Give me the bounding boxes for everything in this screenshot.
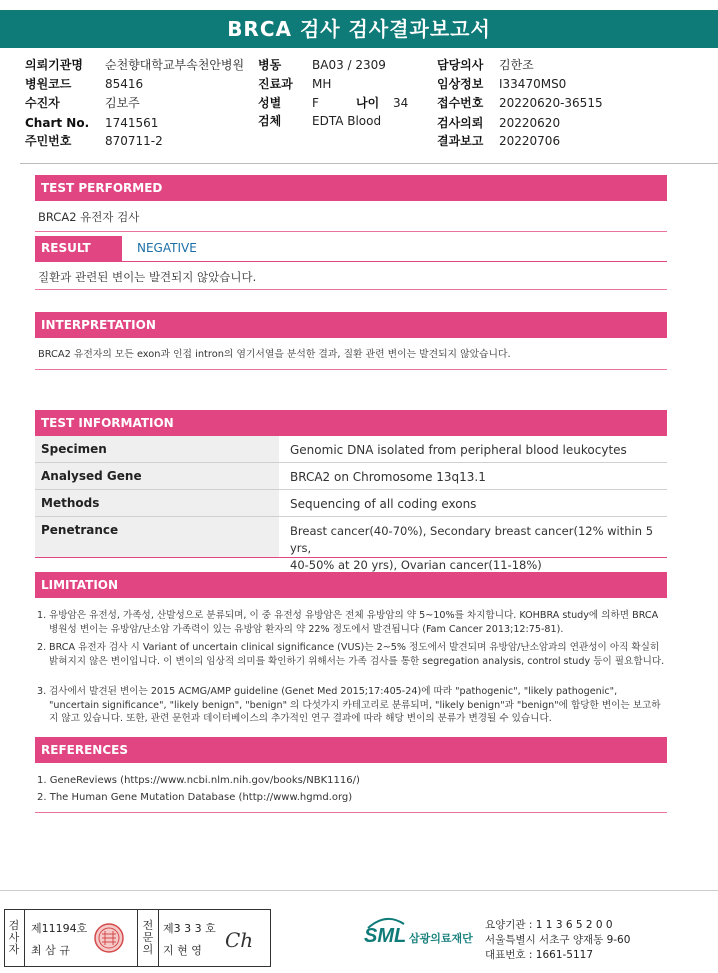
- header-divider: [20, 163, 718, 164]
- info-value-penetrance-line1: Breast cancer(40-70%), Secondary breast cancer(12% within 5 yrs,: [290, 524, 654, 555]
- limitation-item-3: [37, 685, 665, 726]
- value-ward: BA03 / 2309: [312, 58, 386, 72]
- specialist-license-no: 제3 3 3 호: [163, 922, 216, 935]
- value-hospital-code: 85416: [105, 77, 144, 91]
- label-department: 진료과: [258, 77, 293, 91]
- result-value: NEGATIVE: [137, 241, 197, 255]
- header-col3: [437, 56, 697, 156]
- specialist-label-char-3: 의: [142, 943, 154, 956]
- info-value-methods: Sequencing of all coding exons: [290, 497, 477, 511]
- info-row-methods: [35, 490, 667, 517]
- label-sex: 성별: [258, 96, 282, 110]
- value-department: MH: [312, 77, 332, 91]
- inspector-label-char-1: 검: [8, 919, 20, 932]
- label-hospital-code: 병원코드: [25, 77, 72, 91]
- label-specimen: 검체: [258, 114, 282, 128]
- label-chart-no: Chart No.: [25, 116, 90, 130]
- sml-logo-text: SML: [364, 925, 407, 947]
- info-value-specimen: Genomic DNA isolated from peripheral blood leukocytes: [290, 443, 627, 457]
- specialist-label: [141, 920, 155, 956]
- institution-code: 요양기관 : 1 1 3 6 5 2 0 0: [485, 919, 613, 931]
- seal-stamp-icon: [93, 922, 125, 954]
- handwritten-signature: Ch: [225, 928, 254, 952]
- info-key-analysed-gene: Analysed Gene: [35, 463, 279, 489]
- references-heading: REFERENCES: [35, 737, 667, 763]
- limitation-item-1-text: 유방암은 유전성, 가족성, 산발성으로 분류되며, 이 중 유전성 유방암은 전체 유방암의 약 5~10%를 차지합니다. KOHBRA study에 의하면 BRCA 병원성 변이는 유방암/난소암 가족력이 있는 유방암 환자의 약 22% 정도에서 발견됩니다 (Fam Cancer 2013;12:75-81).: [49, 610, 659, 635]
- info-row-analysed-gene: [35, 463, 667, 490]
- value-request-date: 20220620: [499, 116, 561, 130]
- signature-box: [4, 909, 271, 967]
- footer-divider: [0, 890, 718, 891]
- label-age: 나이: [356, 96, 380, 110]
- label-receipt-no: 접수번호: [437, 96, 484, 110]
- limitation-item-1-number: 1.: [37, 610, 47, 621]
- interpretation-text: BRCA2 유전자의 모든 exon과 인접 intron의 염기서열을 분석한 결과, 질환 관련 변이는 발견되지 않았습니다.: [38, 349, 511, 360]
- info-value-penetrance: [290, 523, 667, 574]
- signature-divider-3: [158, 910, 159, 966]
- org-name: 삼광의료재단: [409, 932, 473, 945]
- value-specimen: EDTA Blood: [312, 114, 382, 128]
- limitation-item-2-text: BRCA 유전자 검사 시 Variant of uncertain clinical significance (VUS)는 2~5% 정도에서 발견되며 유방암/난소암과의 연관성이 아직 확실히 밝혀지지 않은 변이입니다. 이 변이의 임상적 의미를 확인하기 위해서는 가족 검사를 통한 segregation analysis, control study 등이 필요합니다.: [49, 642, 665, 667]
- specialist-label-char-1: 전: [142, 919, 154, 932]
- report-title: BRCA 검사 검사결과보고서: [0, 10, 718, 48]
- limitation-item-3-number: 3.: [37, 686, 47, 697]
- result-divider: [35, 289, 667, 290]
- limitation-heading: LIMITATION: [35, 572, 667, 598]
- value-institution: 순천향대학교부속천안병원: [105, 58, 245, 72]
- value-doctor: 김한조: [499, 58, 534, 72]
- result-row: [35, 236, 667, 262]
- limitation-item-2-number: 2.: [37, 642, 47, 653]
- limitation-item-1: [37, 609, 665, 636]
- info-key-methods: Methods: [35, 490, 279, 516]
- label-institution: 의뢰기관명: [25, 58, 83, 72]
- result-text: 질환과 관련된 변이는 발견되지 않았습니다.: [38, 270, 257, 284]
- label-report-date: 결과보고: [437, 134, 484, 148]
- institution-address: 서울특별시 서초구 양재동 9-60: [485, 934, 631, 946]
- limitation-item-2: [37, 641, 665, 668]
- test-information-heading: TEST INFORMATION: [35, 410, 667, 436]
- label-ward: 병동: [258, 58, 282, 72]
- signature-divider-1: [24, 910, 25, 966]
- label-clinical-info: 임상정보: [437, 77, 484, 91]
- label-doctor: 담당의사: [437, 58, 484, 72]
- inspector-license-no: 제11194호: [31, 922, 88, 935]
- test-performed-divider: [35, 231, 667, 232]
- inspector-name: 최 삼 규: [31, 944, 70, 957]
- interpretation-divider: [35, 369, 667, 370]
- value-age: 34: [393, 96, 409, 110]
- header-col1: [25, 56, 255, 156]
- specialist-name: 지 현 영: [163, 944, 202, 957]
- signature-divider-2: [137, 910, 138, 966]
- value-report-date: 20220706: [499, 134, 561, 148]
- header-col2: [258, 56, 408, 156]
- inspector-label-char-3: 자: [8, 943, 20, 956]
- info-value-analysed-gene: BRCA2 on Chromosome 13q13.1: [290, 470, 486, 484]
- reference-item-1: 1. GeneReviews (https://www.ncbi.nlm.nih.gov/books/NBK1116/): [37, 775, 360, 786]
- value-resident-no: 870711-2: [105, 134, 163, 148]
- label-resident-no: 주민번호: [25, 134, 72, 148]
- info-value-penetrance-line2: 40-50% at 20 yrs), Ovarian cancer(11-18%): [290, 558, 542, 572]
- inspector-label-char-2: 사: [8, 931, 20, 944]
- references-divider: [35, 812, 667, 813]
- specialist-label-char-2: 문: [142, 931, 154, 944]
- institution-phone: 대표번호 : 1661-5117: [485, 949, 594, 961]
- info-key-penetrance: Penetrance: [35, 517, 279, 557]
- interpretation-heading: INTERPRETATION: [35, 312, 667, 338]
- test-performed-heading: TEST PERFORMED: [35, 175, 667, 201]
- label-patient: 수진자: [25, 96, 60, 110]
- value-chart-no: 1741561: [105, 116, 159, 130]
- result-label: RESULT: [35, 236, 122, 261]
- info-row-penetrance: [35, 517, 667, 572]
- inspector-label: [7, 920, 21, 956]
- limitation-item-3-text: 검사에서 발견된 변이는 2015 ACMG/AMP guideline (Genet Med 2015;17:405-24)에 따라 "pathogenic", "likely pathogenic", "uncertain significance", "likely benign", "benign" 의 다섯가지 카테고리로 분류되며, "likely benign"과 "benign"에 합당한 변이는 보고하지 않고 있습니다. 또한, 관련 문헌과 데이터베이스의 추가적인 연구 결과에 따라 해당 변이의 분류가 변경될 수 있습니다.: [49, 686, 661, 724]
- reference-item-2: 2. The Human Gene Mutation Database (http://www.hgmd.org): [37, 792, 353, 803]
- test-performed-text: BRCA2 유전자 검사: [38, 210, 140, 224]
- value-receipt-no: 20220620-36515: [499, 96, 603, 110]
- value-patient: 김보주: [105, 96, 140, 110]
- value-sex: F: [312, 96, 319, 110]
- info-key-specimen: Specimen: [35, 436, 279, 462]
- info-row-specimen: [35, 436, 667, 463]
- value-clinical-info: I33470MS0: [499, 77, 567, 91]
- label-request-date: 검사의뢰: [437, 116, 484, 130]
